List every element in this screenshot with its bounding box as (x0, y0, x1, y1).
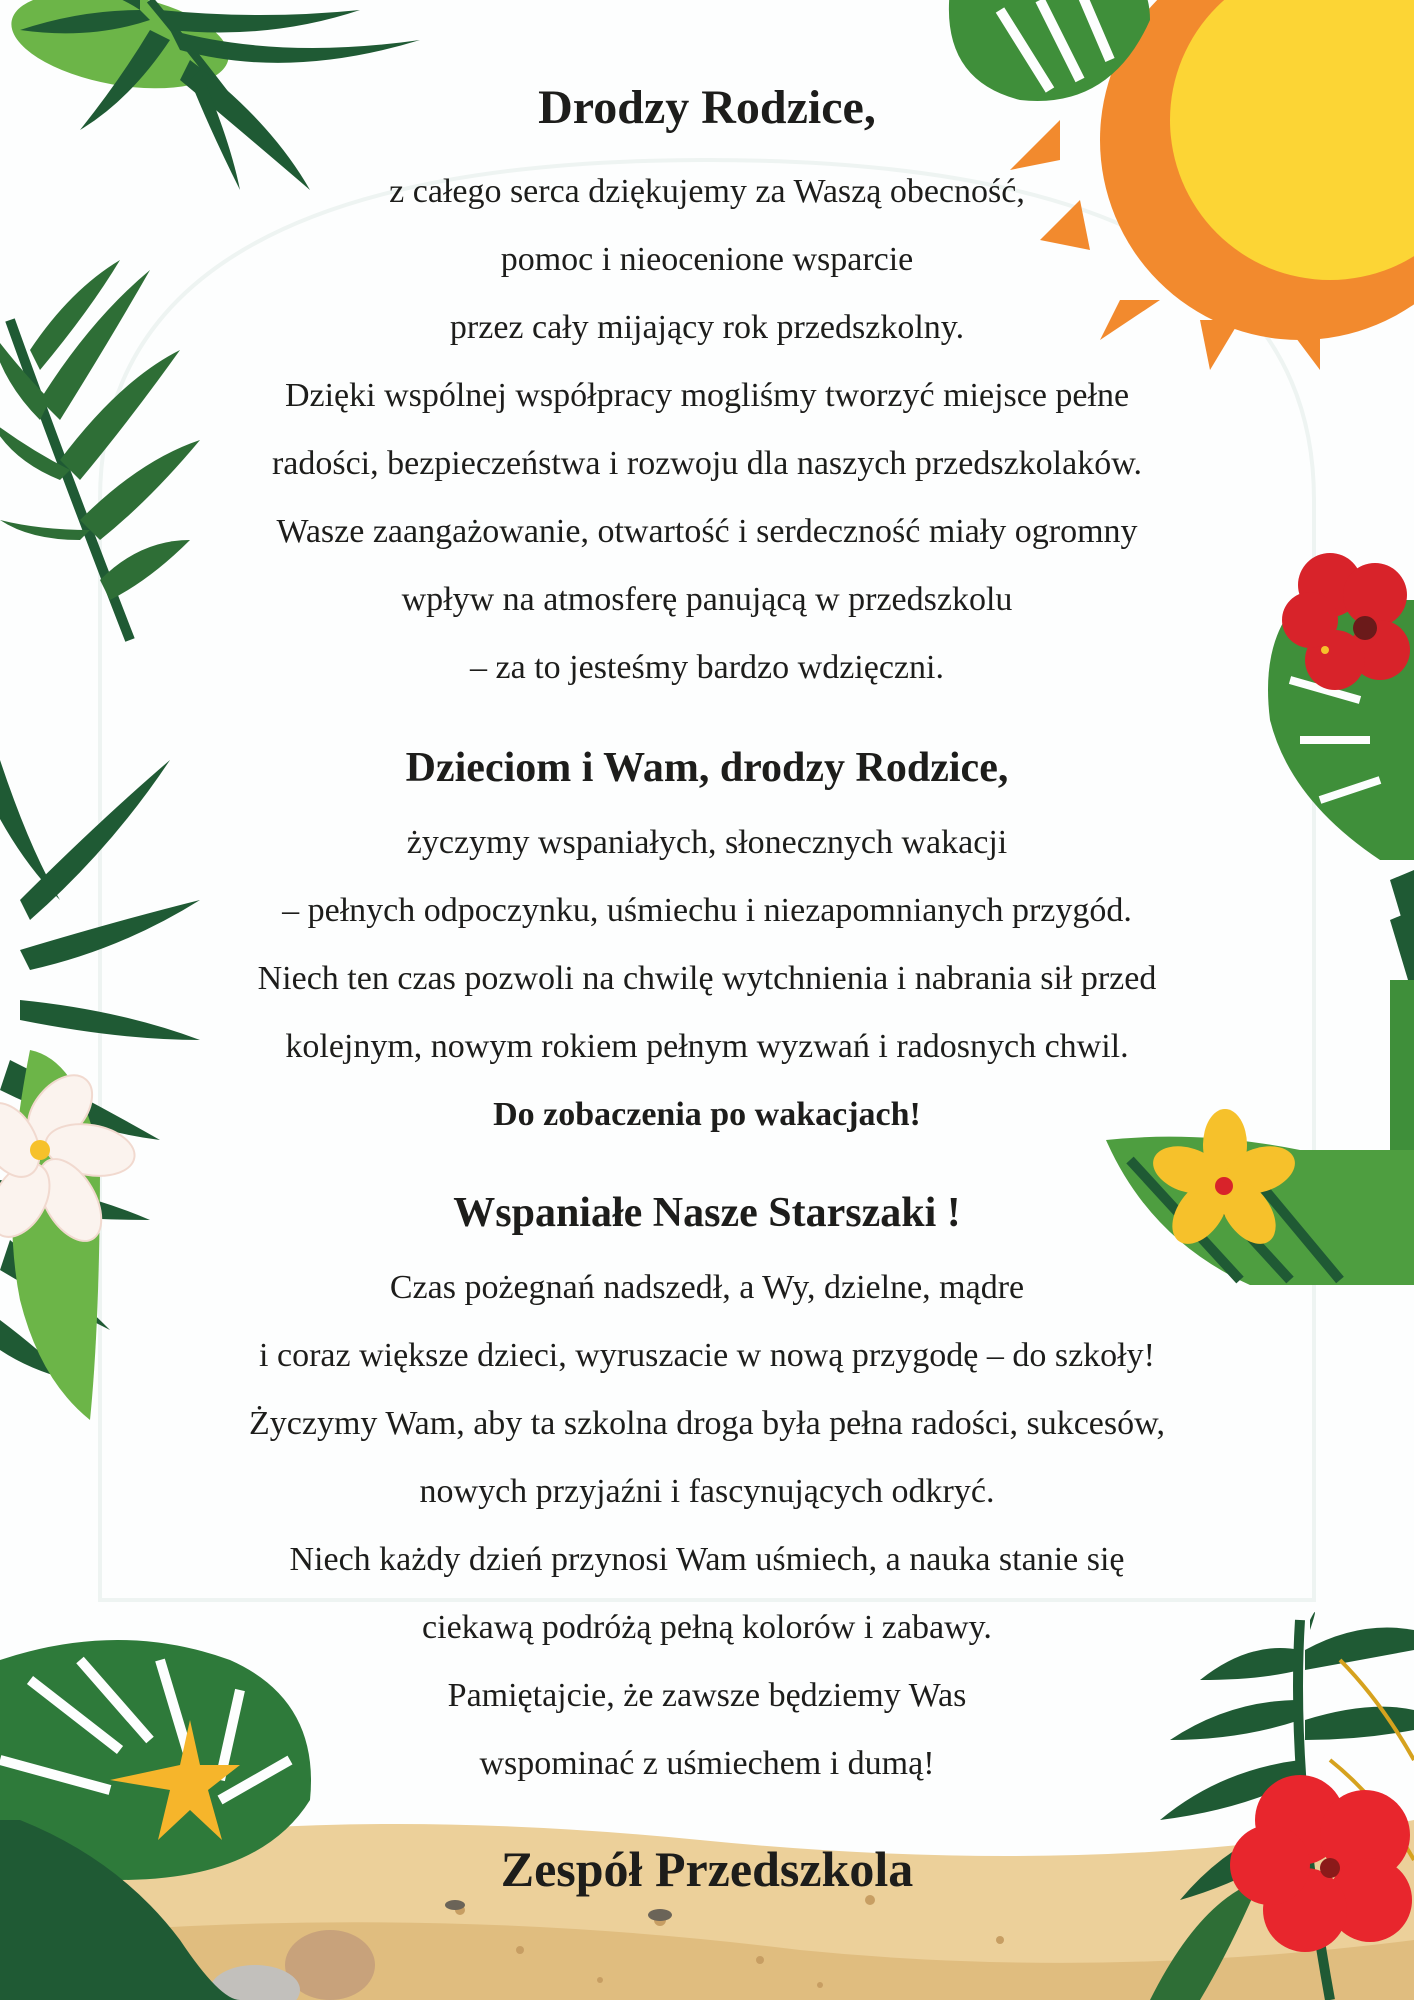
wishes-line: – pełnych odpoczynku, uśmiechu i niezapomnianych przygód. (282, 892, 1132, 929)
wishes-line: Niech ten czas pozwoli na chwilę wytchnienia i nabrania sił przed (257, 960, 1157, 997)
greeting-line: Wasze zaangażowanie, otwartość i serdeczność miały ogromny (276, 513, 1138, 550)
greeting-line: przez cały mijający rok przedszkolny. (449, 309, 965, 346)
wishes-line: życzymy wspaniałych, słonecznych wakacji (406, 824, 1008, 861)
graduates-line: Życzymy Wam, aby ta szkolna droga była pełna radości, sukcesów, (249, 1405, 1165, 1442)
graduates-line: i coraz większe dzieci, wyruszacie w nową przygodę – do szkoły! (259, 1337, 1155, 1374)
graduates-title: Wspaniałe Nasze Starszaki ! (453, 1190, 961, 1236)
greeting-line: wpływ na atmosferę panującą w przedszkolu (401, 581, 1013, 618)
wishes-title: Dzieciom i Wam, drodzy Rodzice, (405, 745, 1009, 791)
graduates-line: ciekawą podróżą pełną kolorów i zabawy. (422, 1609, 992, 1646)
wishes-closing: Do zobaczenia po wakacjach! (493, 1096, 921, 1133)
wishes-line: kolejnym, nowym rokiem pełnym wyzwań i radosnych chwil. (285, 1028, 1129, 1065)
greeting-title: Drodzy Rodzice, (538, 81, 876, 134)
graduates-line: nowych przyjaźni i fascynujących odkryć. (419, 1473, 995, 1510)
greeting-line: – za to jesteśmy bardzo wdzięczni. (470, 649, 944, 686)
graduates-line: Niech każdy dzień przynosi Wam uśmiech, a nauka stanie się (289, 1541, 1125, 1578)
graduates-line: Pamiętajcie, że zawsze będziemy Was (447, 1677, 967, 1714)
graduates-line: Czas pożegnań nadszedł, a Wy, dzielne, mądre (389, 1269, 1025, 1306)
signature: Zespół Przedszkola (500, 1841, 914, 1897)
greeting-line: radości, bezpieczeństwa i rozwoju dla naszych przedszkolaków. (271, 445, 1143, 482)
graduates-line: wspominać z uśmiechem i dumą! (479, 1745, 935, 1782)
greeting-line: Dzięki wspólnej współpracy mogliśmy tworzyć miejsce pełne (284, 377, 1130, 414)
greeting-line: z całego serca dziękujemy za Waszą obecność, (389, 173, 1025, 210)
greeting-line: pomoc i nieocenione wsparcie (500, 241, 914, 278)
